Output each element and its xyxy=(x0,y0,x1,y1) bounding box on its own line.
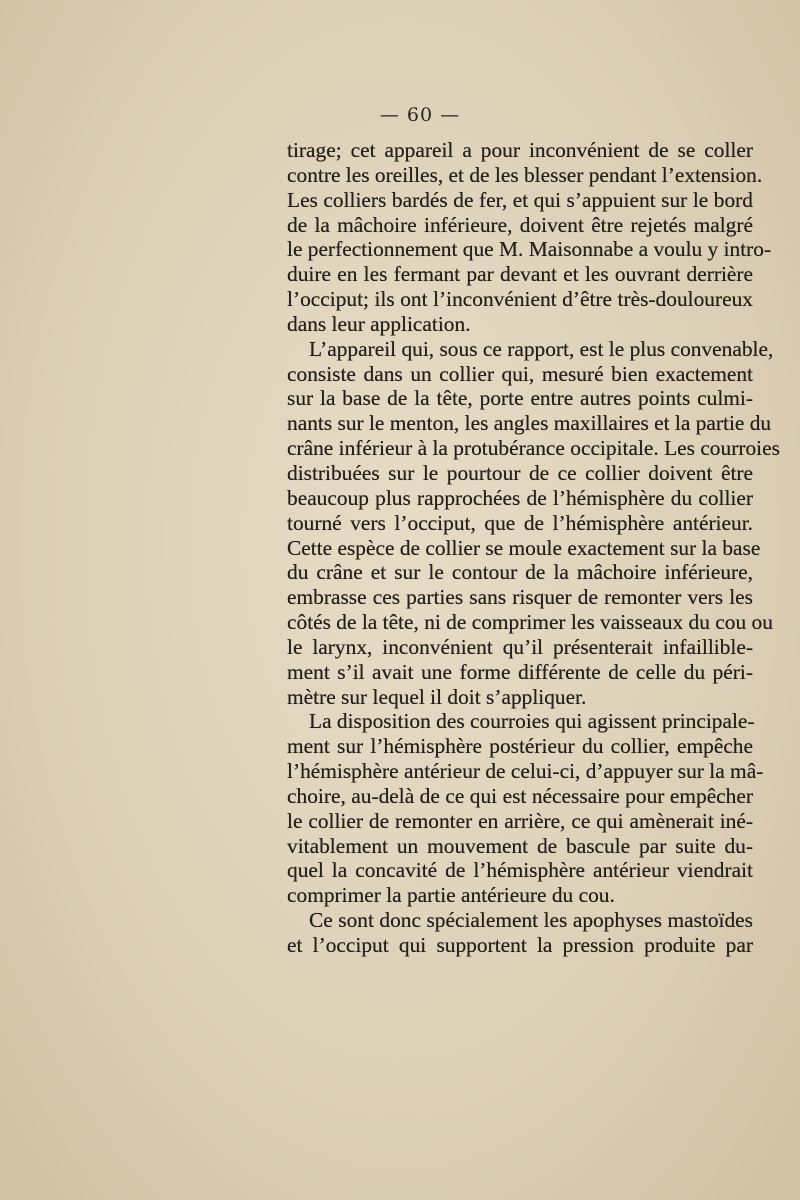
text-line: ment sur l’hémisphère postérieur du collier, empêche xyxy=(287,734,753,759)
text-line: ment s’il avait une forme différente de celle du péri- xyxy=(287,659,753,684)
text-line: quel la concavité de l’hémisphère antérieur viendrait xyxy=(287,858,753,883)
text-line: Cette espèce de collier se moule exactement sur la base xyxy=(287,535,761,560)
text-line: duire en les fermant par devant et les ouvrant derrière xyxy=(287,262,753,287)
text-line: le larynx, inconvénient qu’il présenterait infaillible- xyxy=(287,634,753,659)
page-number: — 60 — xyxy=(379,104,461,126)
text-line: côtés de la tête, ni de comprimer les vaisseaux du cou ou xyxy=(287,610,773,635)
body-text xyxy=(287,138,780,958)
text-line: nants sur le menton, les angles maxillaires et la partie du xyxy=(287,411,772,436)
text-line: l’occiput; ils ont l’inconvénient d’être très-douloureux xyxy=(287,287,753,312)
text-line: comprimer la partie antérieure du cou. xyxy=(287,883,615,908)
text-line: crâne inférieur à la protubérance occipitale. Les courroies xyxy=(287,436,780,461)
text-line: distribuées sur le pourtour de ce collier doivent être xyxy=(287,460,753,485)
text-line: consiste dans un collier qui, mesuré bien exactement xyxy=(287,361,753,386)
text-line: dans leur application. xyxy=(287,311,471,336)
text-line: Les colliers bardés de fer, et qui s’appuient sur le bord xyxy=(287,187,753,212)
text-line: beaucoup plus rapprochées de l’hémisphère du collier xyxy=(287,485,753,510)
text-line: choire, au-delà de ce qui est nécessaire pour empêcher xyxy=(287,783,753,808)
text-line: le perfectionnement que M. Maisonnabe a voulu y intro- xyxy=(287,237,772,262)
text-line: tourné vers l’occiput, que de l’hémisphère antérieur. xyxy=(287,510,753,535)
text-line: vitablement un mouvement de bascule par suite du- xyxy=(287,833,753,858)
text-line: tirage; cet appareil a pour inconvénient de se coller xyxy=(287,138,753,162)
text-line: le collier de remonter en arrière, ce qui amènerait iné- xyxy=(287,808,753,833)
text-line: embrasse ces parties sans risquer de remonter vers les xyxy=(287,585,753,610)
text-line: La disposition des courroies qui agissent principale- xyxy=(309,709,755,734)
text-line: mètre sur lequel il doit s’appliquer. xyxy=(287,684,587,709)
text-line: du crâne et sur le contour de la mâchoire inférieure, xyxy=(287,560,753,585)
text-line: Ce sont donc spécialement les apophyses mastoïdes xyxy=(309,908,753,933)
text-line: de la mâchoire inférieure, doivent être rejetés malgré xyxy=(287,212,753,237)
text-line: l’hémisphère antérieur de celui-ci, d’appuyer sur la mâ- xyxy=(287,759,764,784)
text-line: contre les oreilles, et de les blesser pendant l’extension. xyxy=(287,162,763,187)
text-line: L’appareil qui, sous ce rapport, est le plus convenable, xyxy=(309,336,774,361)
text-line: et l’occiput qui supportent la pression produite par xyxy=(287,933,753,957)
text-line: sur la base de la tête, porte entre autres points culmi- xyxy=(287,386,753,411)
